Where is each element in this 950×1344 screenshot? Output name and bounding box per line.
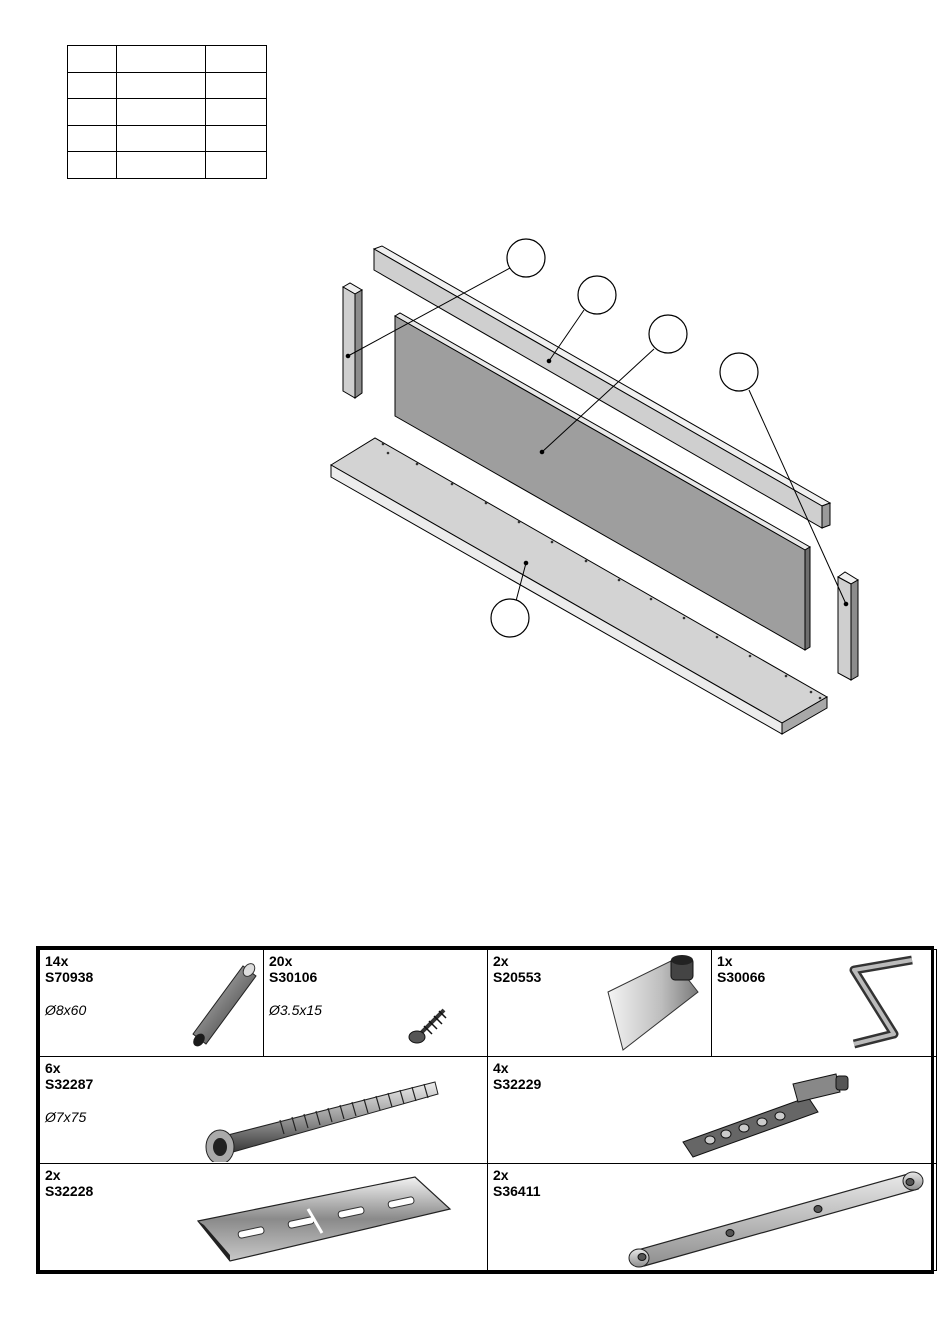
hardware-dimension: Ø7x75: [45, 1109, 87, 1125]
right-end-panel: [838, 572, 858, 680]
hardware-qty: 1x: [717, 953, 733, 969]
hardware-code: S36411: [493, 1183, 541, 1199]
hardware-qty: 2x: [493, 1167, 509, 1183]
hinge-pin-bracket-icon: [678, 1062, 868, 1162]
hardware-code: S20553: [493, 969, 542, 985]
screw-icon: [404, 1000, 464, 1048]
hardware-code: S32229: [493, 1076, 542, 1092]
hardware-qty: 2x: [493, 953, 509, 969]
hardware-item-screw: [263, 949, 488, 1057]
callout-circle-5: [491, 599, 529, 637]
callout-circle-1: [507, 239, 545, 277]
hardware-qty: 14x: [45, 953, 69, 969]
hardware-item-allen-key: [711, 949, 937, 1057]
hardware-code: S30106: [269, 969, 318, 985]
hardware-list: [36, 946, 934, 1274]
glue-tube-icon: [603, 952, 708, 1054]
bolt-icon: [190, 1062, 450, 1162]
hardware-item-hinge-bracket: [487, 1056, 937, 1164]
hardware-item-connector-plate: [39, 1163, 488, 1271]
hardware-code: S30066: [717, 969, 766, 985]
hardware-item-dowel: [39, 949, 264, 1057]
hardware-qty: 2x: [45, 1167, 61, 1183]
hardware-dimension: Ø8x60: [45, 1002, 87, 1018]
hardware-code: S32287: [45, 1076, 94, 1092]
hardware-qty: 6x: [45, 1060, 61, 1076]
hardware-dimension: Ø3.5x15: [269, 1002, 322, 1018]
flat-bar-icon: [628, 1169, 928, 1269]
hardware-code: S70938: [45, 969, 94, 985]
allen-key-icon: [842, 952, 922, 1052]
hardware-item-glue: [487, 949, 712, 1057]
left-end-panel: [343, 283, 362, 398]
callout-circle-4: [720, 353, 758, 391]
callout-circle-2: [578, 276, 616, 314]
hardware-qty: 4x: [493, 1060, 509, 1076]
hardware-code: S32228: [45, 1183, 94, 1199]
dowel-icon: [155, 954, 260, 1049]
connector-plate-icon: [190, 1169, 455, 1269]
hardware-item-flat-bar: [487, 1163, 937, 1271]
hardware-qty: 20x: [269, 953, 293, 969]
callout-circle-3: [649, 315, 687, 353]
hardware-item-bolt: [39, 1056, 488, 1164]
